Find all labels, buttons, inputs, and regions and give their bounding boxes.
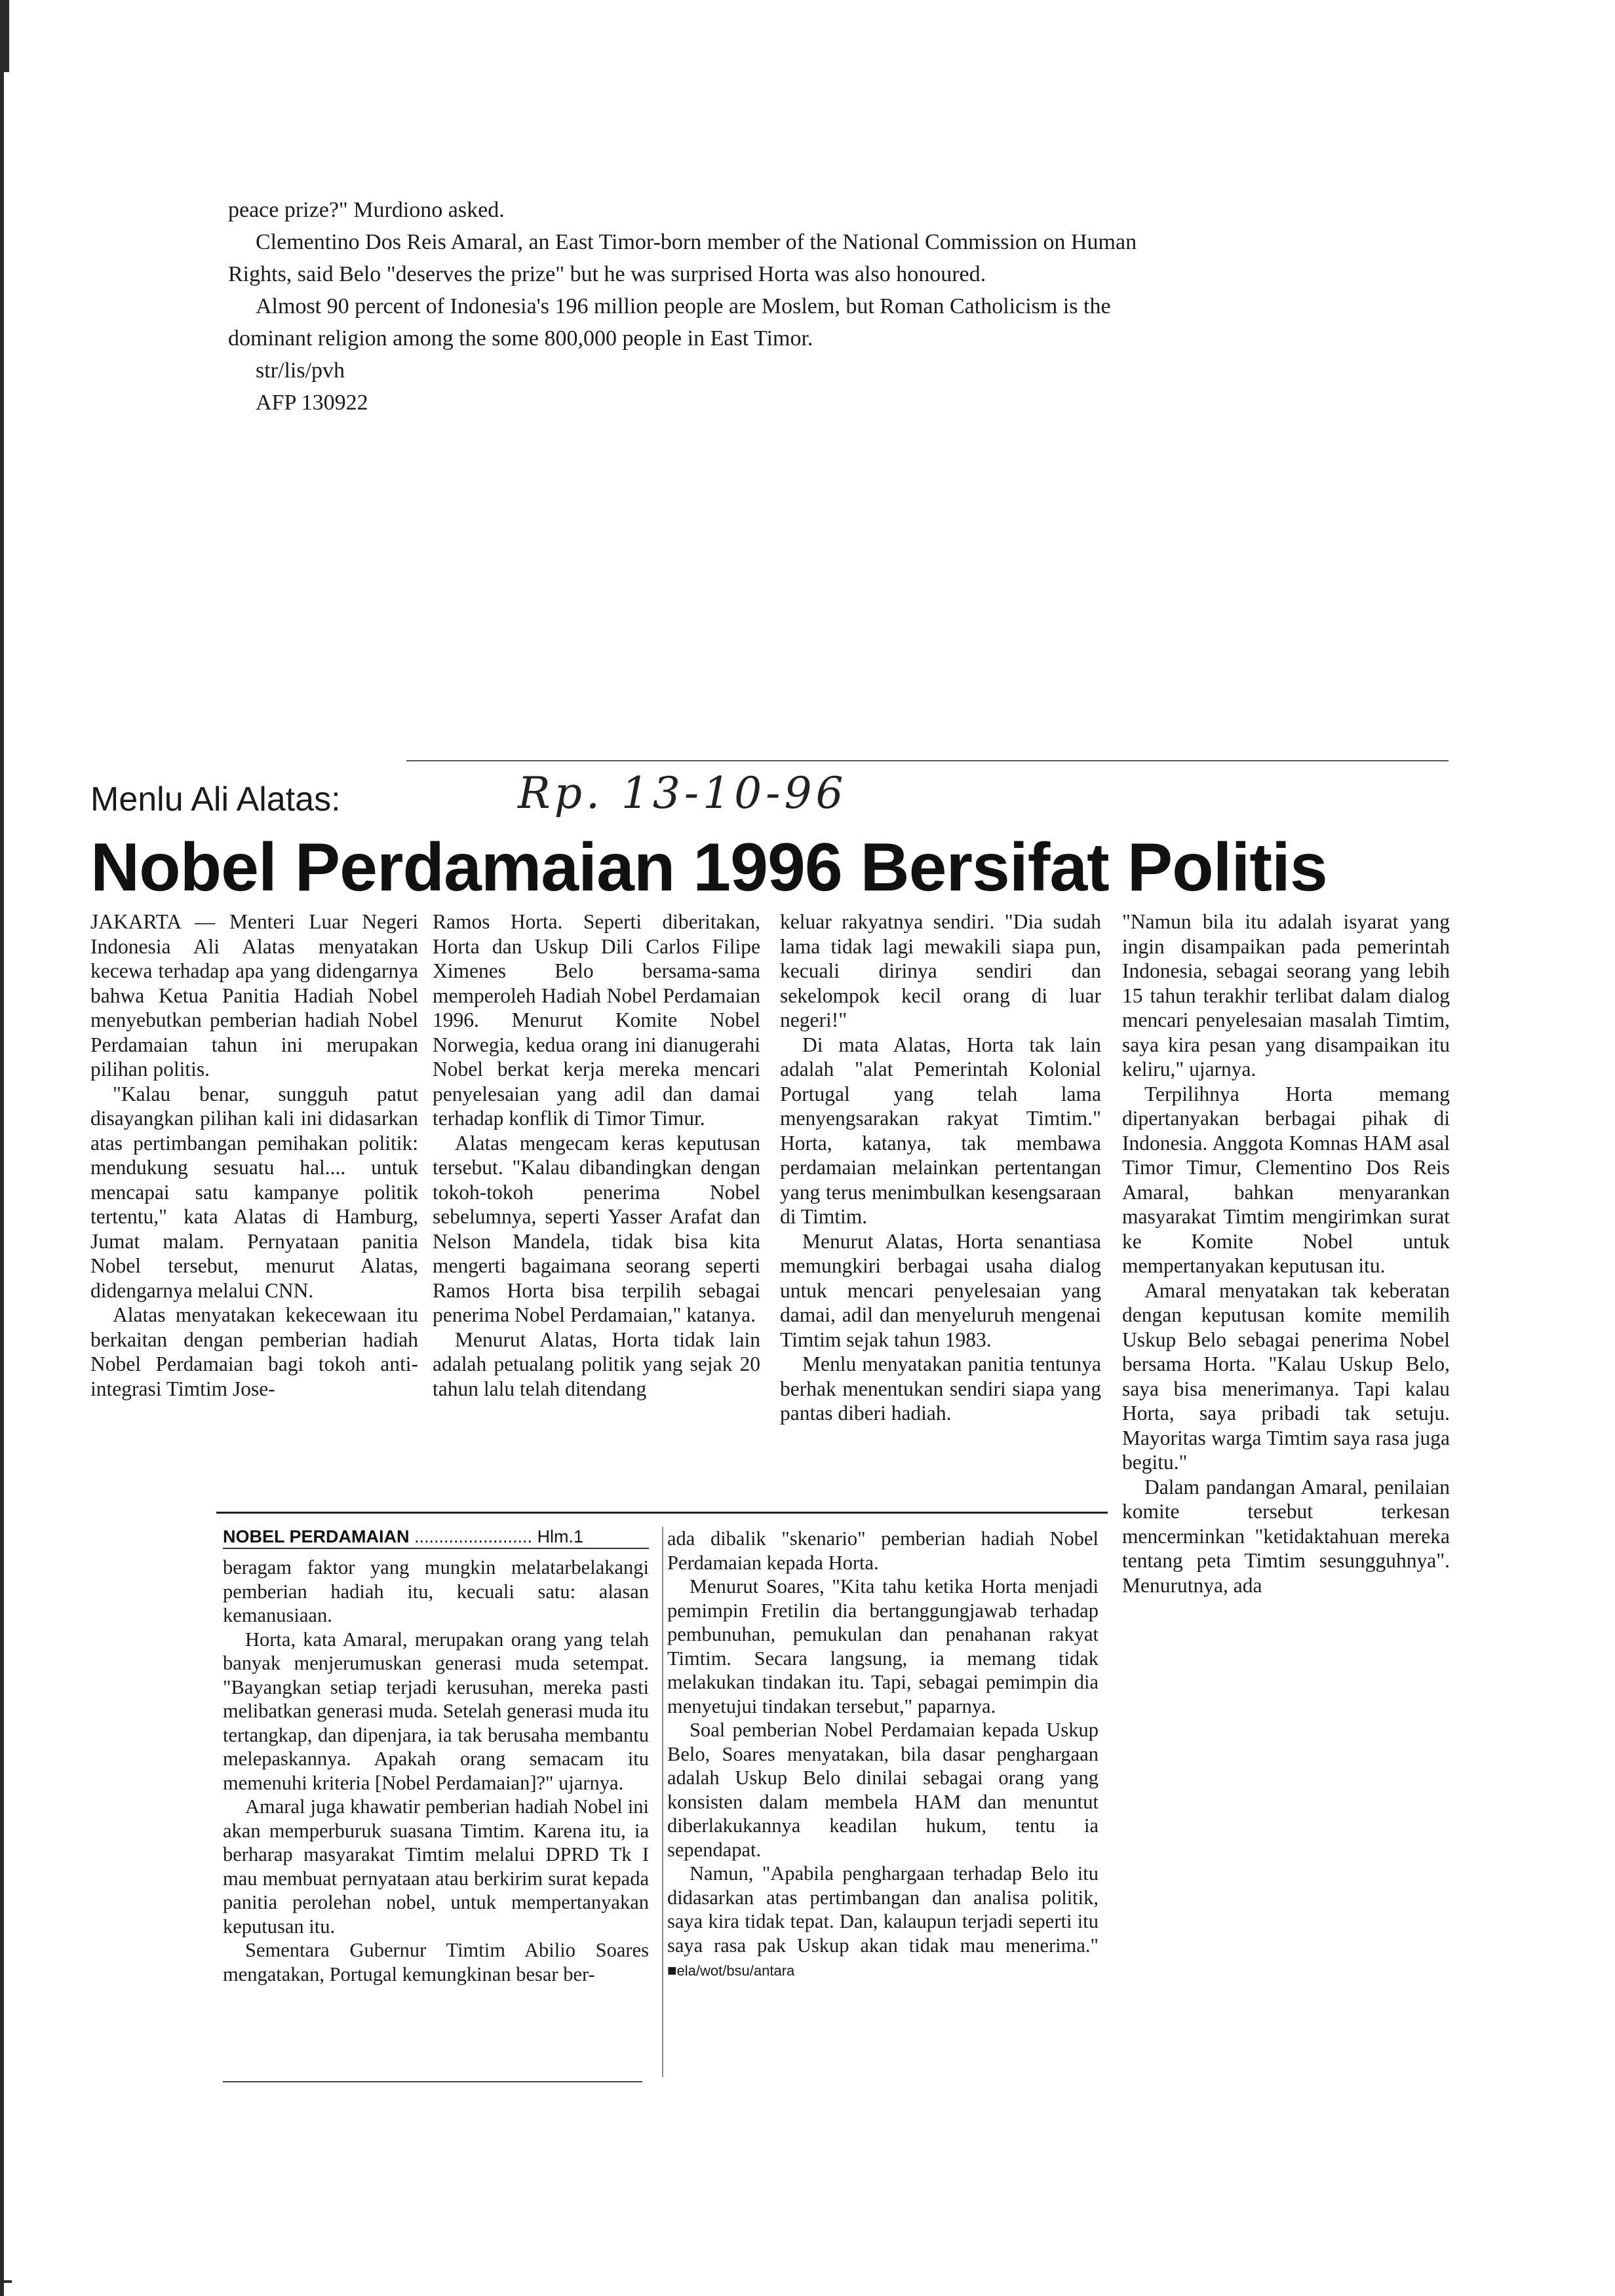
column-paragraph: Horta, kata Amaral, merupakan orang yang telah banyak menjerumuskan generasi muda setempat. "Bayangkan setiap terjadi kerusuhan, mereka pasti melibatkan generasi muda. Setelah generasi muda itu tertangkap, dan dipenjara, ia tak berusaha membantu melepaskannya. Apakah orang semacam itu memenuhi kriteria [Nobel Perdamaian]?" ujarnya. (223, 1628, 649, 1794)
article-headline: Nobel Perdamaian 1996 Bersifat Politis (90, 830, 1327, 906)
continuation-header (223, 1527, 655, 1547)
clipping-top-rule (406, 760, 1449, 761)
byline-credit: ela/wot/bsu/antara (676, 1962, 795, 1979)
column-paragraph: Sementara Gubernur Timtim Abilio Soares mengatakan, Portugal kemungkinan besar ber- (223, 1939, 649, 1985)
column-paragraph: beragam faktor yang mungkin melatarbelakangi pemberian hadiah itu, kecuali satu: alasan kemanusiaan. (223, 1556, 649, 1626)
article-kicker: Menlu Ali Alatas: (90, 780, 341, 818)
column-paragraph: Alatas menyatakan kekecewaan itu berkaitan dengan pemberian hadiah Nobel Perdamaian bagi tokoh anti-integrasi Timtim Jose- (90, 1303, 418, 1400)
column-paragraph: Menlu menyatakan panitia tentunya berhak menentukan sendiri siapa yang pantas diberi hadiah. (780, 1352, 1101, 1425)
wire-paragraph: Clementino Dos Reis Amaral, an East Timor-born member of the National Commission on Human Rights, said Belo "deserves the prize" but he was surprised Horta was also honoured. (228, 230, 1137, 286)
section-divider (216, 1512, 1108, 1514)
column-paragraph: ada dibalik "skenario" pemberian hadiah Nobel Perdamaian kepada Horta. (667, 1527, 1099, 1574)
scan-left-edge (0, 0, 4, 2296)
end-mark-icon: ■ (667, 1962, 677, 1980)
column-paragraph (667, 1862, 1099, 1983)
column-paragraph: Menurut Alatas, Horta tidak lain adalah petualang politik yang sejak 20 tahun lalu telah ditendang (433, 1328, 760, 1400)
wire-paragraph: Almost 90 percent of Indonesia's 196 million people are Moslem, but Roman Catholicism is the dominant religion among the some 800,000 people in East Timor. (228, 294, 1111, 351)
column-separator (662, 1527, 663, 2077)
article-column-1 (90, 909, 418, 1401)
column-paragraph: JAKARTA — Menteri Luar Negeri Indonesia Ali Alatas menyatakan kecewa terhadap apa yang didengarnya bahwa Ketua Panitia Hadiah Nobel menyebutkan pemberian hadiah Nobel Perdamaian tahun ini merupakan pilihan politis. (90, 910, 418, 1081)
column-paragraph: keluar rakyatnya sendiri. "Dia sudah lama tidak lagi mewakili siapa pun, kecuali dirinya sendiri dan sekelompok kecil orang di luar negeri!" (780, 910, 1101, 1031)
column-paragraph: Menurut Alatas, Horta senantiasa memungkiri berbagai usaha dialog untuk mencari penyelesaian yang damai, adil dan menyeluruh mengenai Timtim sejak tahun 1983. (780, 1229, 1101, 1351)
column-paragraph: "Namun bila itu adalah isyarat yang ingin disampaikan pada pemerintah Indonesia, sebagai seorang yang lebih 15 tahun terakhir terlibat dalam dialog mencari penyelesaian masalah Timtim, saya kira pesan yang disampaikan itu keliru," ujarnya. (1122, 910, 1450, 1081)
clipping-bottom-rule (223, 2081, 642, 2082)
column-paragraph: Menurut Soares, "Kita tahu ketika Horta menjadi pemimpin Fretilin dia bertanggungjawab terhadap pembunuhan, pemukulan dan penahanan rakyat Timtim. Secara langsung, ia memang tidak melakukan tindakan itu. Tapi, sebagai pemimpin dia menyetujui tindakan tersebut," paparnya. (667, 1575, 1099, 1717)
column-paragraph: Di mata Alatas, Horta tak lain adalah "alat Pemerintah Kolonial Portugal yang telah lama menyengsarakan rakyat Timtim." Horta, katanya, tak membawa perdamaian melainkan pertentangan yang terus menimbulkan kesengsaraan di Timtim. (780, 1033, 1101, 1228)
column-paragraph: Amaral menyatakan tak keberatan dengan keputusan komite memilih Uskup Belo sebagai penerima Nobel bersama Horta. "Kalau Uskup Belo, saya bisa menerimanya. Tapi kalau Horta, saya pribadi tak setuju. Mayoritas warga Timtim saya rasa juga begitu." (1122, 1278, 1450, 1474)
column-paragraph: Alatas mengecam keras keputusan tersebut. "Kalau dibandingkan dengan tokoh-tokoh penerima Nobel sebelumnya, seperti Yasser Arafat dan Nelson Mandela, tidak bisa kita mengerti bagaimana seorang seperti Ramos Horta bisa terpilih sebagai penerima Nobel Perdamaian," katanya. (433, 1131, 760, 1326)
article-column-2 (433, 909, 760, 1401)
continuation-page-ref: Hlm.1 (537, 1527, 584, 1546)
wire-line: peace prize?" Murdiono asked. (228, 198, 505, 222)
scan-bottom-mark (0, 2280, 12, 2283)
closing-paragraph-text: Namun, "Apabila penghargaan terhadap Belo itu didasarkan atas pertimbangan dan analisa politik, saya kira tidak tepat. Dan, kalaupun terjadi seperti itu saya rasa pak Uskup akan tidak mau menerima." (667, 1862, 1099, 1957)
column-paragraph: Dalam pandangan Amaral, penilaian komite tersebut terkesan mencerminkan "ketidaktahuan mereka tentang peta Timtim sesungguhnya". Menurutnya, ada (1122, 1475, 1450, 1597)
column-paragraph: "Kalau benar, sungguh patut disayangkan pilihan kali ini didasarkan atas pertimbangan pemihakan politik: mendukung sesuatu hal.... untuk mencapai satu kampanye politik tertentu," kata Alatas di Hamburg, Jumat malam. Pernyataan panitia Nobel tersebut, menurut Alatas, didengarnya melalui CNN. (90, 1082, 418, 1302)
column-paragraph: Amaral juga khawatir pemberian hadiah Nobel ini akan memperburuk suasana Timtim. Karena itu, ia berharap masyarakat Timtim melalui DPRD Tk I mau membuat pernyataan atau berkirim surat kepada panitia perolehan nobel, untuk mempertanyakan keputusan itu. (223, 1795, 649, 1938)
handwritten-date-note: Rp. 13-10-96 (518, 768, 847, 818)
article-column-4 (1122, 909, 1450, 1598)
column-paragraph: Terpilihnya Horta memang dipertanyakan berbagai pihak di Indonesia. Anggota Komnas HAM asal Timor Timur, Clementino Dos Reis Amaral, bahkan menyarankan masyarakat Timtim mengirimkan surat ke Komite Nobel untuk mempertanyakan keputusan itu. (1122, 1082, 1450, 1277)
wire-report-excerpt (228, 194, 1146, 419)
column-paragraph: Soal pemberian Nobel Perdamaian kepada Uskup Belo, Soares menyatakan, bila dasar penghargaan adalah Uskup Belo dinilai sebagai orang yang konsisten dalam membela HAM dan menuntut diberlakukannya keadilan hukum, tentu ia sependapat. (667, 1719, 1099, 1861)
column-paragraph: Ramos Horta. Seperti diberitakan, Horta dan Uskup Dili Carlos Filipe Ximenes Belo bersama-sama memperoleh Hadiah Nobel Perdamaian 1996. Menurut Komite Nobel Norwegia, kedua orang ini dianugerahi Nobel berkat kerja mereka mencari penyelesaian yang adil dan damai terhadap konflik di Timor Timur. (433, 910, 760, 1130)
scan-corner-mark (0, 0, 9, 72)
continuation-rule (223, 1548, 649, 1549)
leader-dots: ........................ (409, 1527, 537, 1546)
continuation-label: NOBEL PERDAMAIAN (223, 1527, 410, 1546)
wire-signature: str/lis/pvh (256, 358, 345, 383)
continuation-column-2 (667, 1527, 1099, 1983)
wire-agency-code: AFP 130922 (256, 391, 368, 415)
continuation-column-1 (223, 1556, 649, 1986)
article-column-3 (780, 909, 1101, 1426)
